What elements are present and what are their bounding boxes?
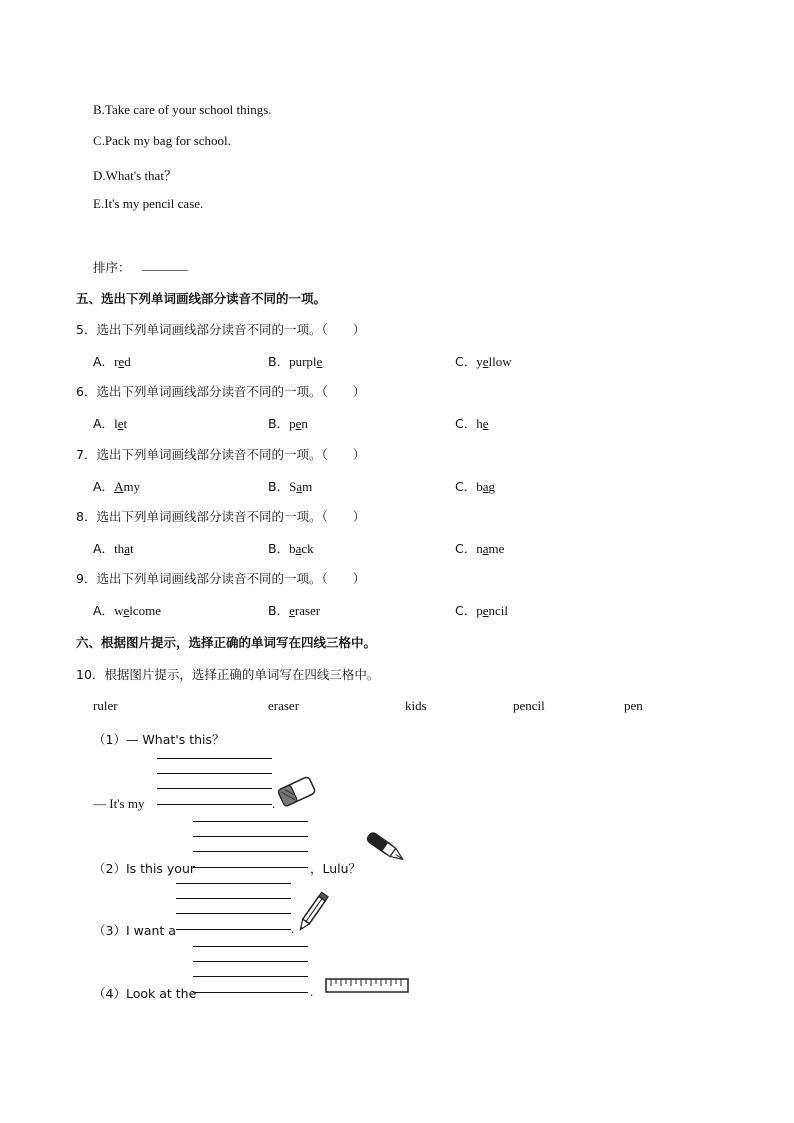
item2-suffix: ，Lulu？: [310, 861, 362, 876]
word-part: g: [488, 479, 496, 494]
option-label: C．: [455, 479, 477, 494]
choice-c: C.Pack my bag for school.: [93, 133, 231, 148]
word-part: m: [302, 479, 313, 494]
option-label: A．: [93, 479, 115, 494]
question-9-prompt: 9．选出下列单词画线部分读音不同的一项。（ ）: [76, 571, 366, 586]
word-part: n: [476, 541, 483, 556]
item2-four-line-grid[interactable]: [193, 821, 308, 867]
item4-period: .: [310, 984, 314, 999]
word-part: p: [289, 416, 296, 431]
word-bank-eraser: eraser: [268, 698, 300, 713]
underlined-letters: e: [289, 603, 295, 618]
item1-period: .: [272, 796, 276, 811]
underlined-letters: e: [123, 603, 130, 618]
word-part: n: [301, 416, 308, 431]
word-bank-kids: kids: [405, 698, 427, 713]
underlined-letters: a: [296, 479, 303, 494]
question-8-prompt: 8．选出下列单词画线部分读音不同的一项。（ ）: [76, 509, 366, 524]
underlined-letters: e: [482, 354, 489, 369]
word-part: lcome: [129, 603, 161, 618]
question-8-option-b[interactable]: [268, 539, 314, 557]
item3-period: .: [291, 921, 295, 936]
question-5-option-b[interactable]: [268, 352, 322, 370]
section6-title: 六、根据图片提示，选择正确的单词写在四线三格中。: [76, 635, 377, 650]
option-label: B．: [268, 541, 290, 556]
question-6-prompt: 6．选出下列单词画线部分读音不同的一项。（ ）: [76, 384, 366, 399]
underlined-letters: a: [124, 541, 130, 556]
item3-four-line-grid[interactable]: [176, 883, 291, 929]
pencil-icon: [294, 884, 338, 934]
option-label: A．: [93, 603, 115, 618]
word-bank-pen: pen: [624, 698, 643, 713]
choice-b: B.Take care of your school things.: [93, 102, 272, 117]
underlined-letters: a: [482, 541, 489, 556]
word-part: purpl: [289, 354, 317, 369]
underlined-letters: a: [482, 479, 489, 494]
underlined-letters: e: [482, 603, 489, 618]
word-part: raser: [294, 603, 321, 618]
option-label: C．: [455, 603, 477, 618]
option-label: B．: [268, 479, 290, 494]
option-label: B．: [268, 416, 290, 431]
word-part: p: [476, 603, 483, 618]
underlined-letters: e: [482, 416, 489, 431]
question-5-option-a[interactable]: [93, 352, 131, 370]
word-part: h: [476, 416, 483, 431]
word-part: me: [488, 541, 505, 556]
word-part: y: [476, 354, 483, 369]
pen-icon: [362, 827, 414, 871]
item4-question: （4）Look at the: [93, 986, 197, 1001]
word-part: t: [129, 541, 134, 556]
question-10-prompt: 10．根据图片提示，选择正确的单词写在四线三格中。: [76, 667, 380, 682]
question-8-option-c[interactable]: [455, 539, 504, 557]
option-label: C．: [455, 416, 477, 431]
word-bank-pencil: pencil: [513, 698, 545, 713]
item1-four-line-grid[interactable]: [157, 758, 272, 804]
eraser-icon: [278, 776, 318, 808]
word-part: t: [123, 416, 128, 431]
question-8-option-a[interactable]: [93, 539, 134, 557]
option-label: C．: [455, 354, 477, 369]
item1-question: （1）— What's this？: [93, 732, 225, 747]
word-part: b: [476, 479, 483, 494]
order-blank[interactable]: _______: [142, 257, 188, 272]
underlined-letters: e: [118, 354, 125, 369]
item1-answer-prefix: — It's my: [93, 796, 145, 811]
question-7-option-a[interactable]: [93, 477, 140, 495]
word-part: llow: [488, 354, 512, 369]
option-label: C．: [455, 541, 477, 556]
item3-question: （3）I want a: [93, 923, 176, 938]
question-6-option-b[interactable]: [268, 414, 308, 432]
question-6-option-a[interactable]: [93, 414, 127, 432]
order-label: 排序：: [93, 260, 131, 275]
word-part: l: [114, 416, 118, 431]
word-bank-ruler: ruler: [93, 698, 118, 713]
question-9-option-a[interactable]: [93, 601, 161, 619]
item4-four-line-grid[interactable]: [193, 946, 308, 992]
underlined-letters: e: [117, 416, 124, 431]
section5-title: 五、选出下列单词画线部分读音不同的一项。: [76, 291, 327, 306]
underlined-letters: e: [316, 354, 323, 369]
question-7-prompt: 7．选出下列单词画线部分读音不同的一项。（ ）: [76, 447, 366, 462]
word-part: w: [114, 603, 124, 618]
option-label: B．: [268, 354, 290, 369]
word-part: ncil: [488, 603, 509, 618]
question-5-prompt: 5．选出下列单词画线部分读音不同的一项。（ ）: [76, 322, 366, 337]
choice-e: E.It's my pencil case.: [93, 196, 204, 211]
question-9-option-b[interactable]: [268, 601, 320, 619]
option-label: B．: [268, 603, 290, 618]
question-7-option-b[interactable]: [268, 477, 312, 495]
underlined-letters: e: [295, 416, 302, 431]
underlined-letters: a: [295, 541, 302, 556]
choice-d: D.What's that？: [93, 168, 177, 183]
underlined-letters: A: [114, 479, 124, 494]
word-part: S: [289, 479, 297, 494]
word-part: ck: [301, 541, 314, 556]
word-part: b: [289, 541, 296, 556]
word-part: d: [124, 354, 131, 369]
word-part: my: [123, 479, 141, 494]
option-label: A．: [93, 354, 115, 369]
question-9-option-c[interactable]: [455, 601, 508, 619]
option-label: A．: [93, 416, 115, 431]
ruler-icon: [325, 977, 411, 995]
item2-question: （2）Is this your: [93, 861, 196, 876]
option-label: A．: [93, 541, 115, 556]
word-part: r: [114, 354, 119, 369]
word-part: th: [114, 541, 125, 556]
question-5-option-c[interactable]: [455, 352, 512, 370]
question-7-option-c[interactable]: [455, 477, 495, 495]
question-6-option-c[interactable]: [455, 414, 489, 432]
